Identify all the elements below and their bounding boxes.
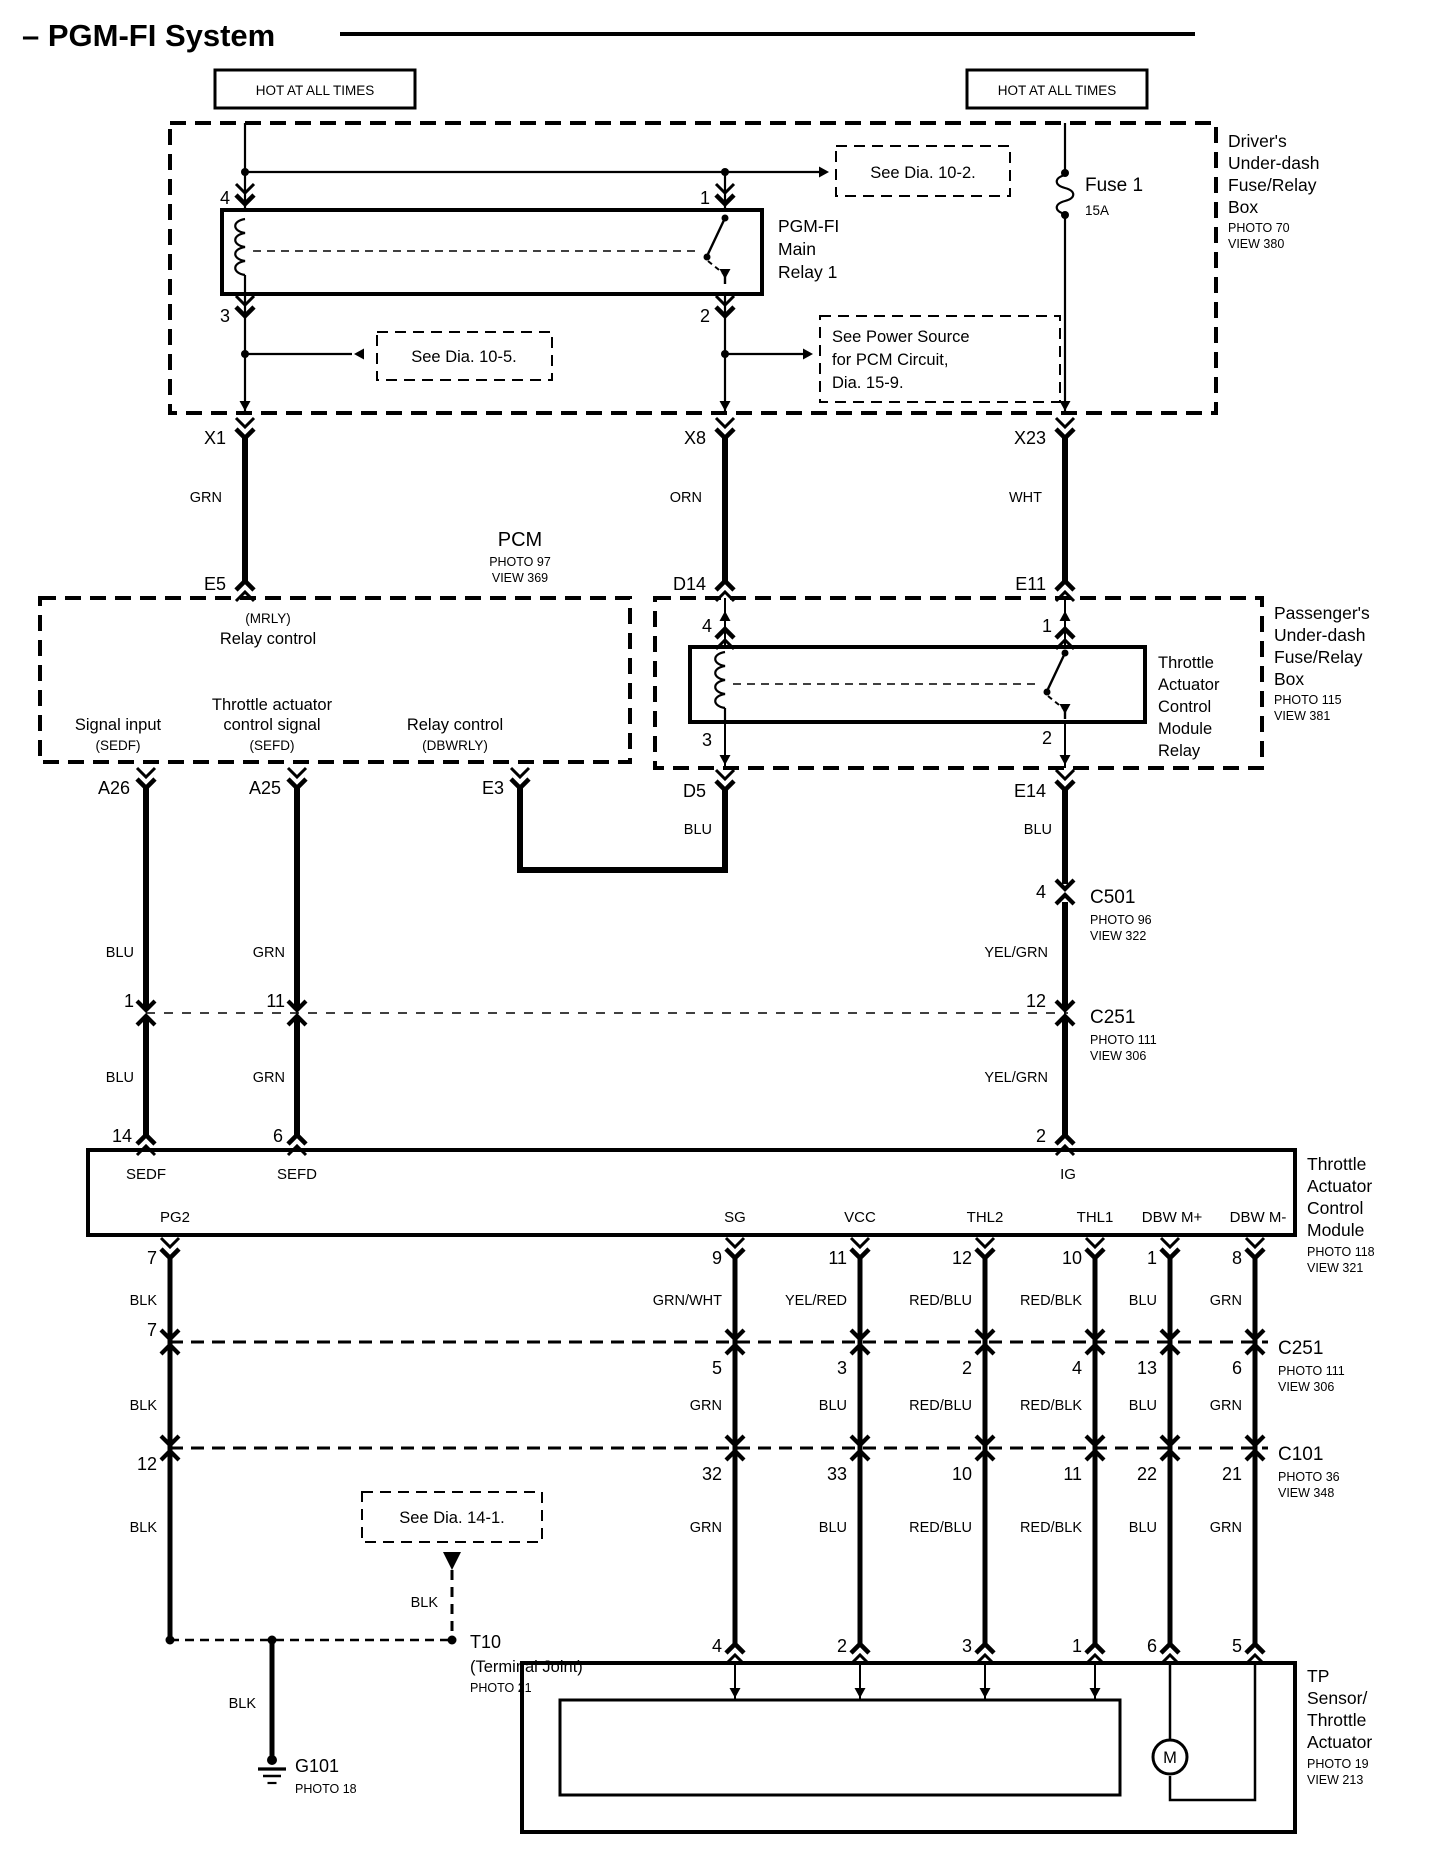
terminal-label-x1: X1 xyxy=(203,428,226,448)
tp-box-outline xyxy=(522,1663,1295,1832)
port-label-ig: IG xyxy=(1060,1166,1076,1183)
connector-icon xyxy=(511,768,529,788)
pin-label: 5 xyxy=(1231,1636,1242,1656)
arrow-down-icon xyxy=(730,1688,741,1698)
pin-label: 6 xyxy=(1231,1358,1242,1378)
t10-desc: (Terminal Joint) xyxy=(470,1658,583,1676)
connector-name-c251-upper: C251 xyxy=(1090,1007,1136,1028)
caption-line: Actuator xyxy=(1307,1176,1373,1196)
connector-photo: PHOTO 111 xyxy=(1090,1033,1157,1047)
pin-label-e3: E3 xyxy=(481,778,504,798)
caption-line: Throttle xyxy=(1307,1154,1367,1174)
pin-label-e14: E14 xyxy=(1013,781,1046,801)
pin-label-2: 2 xyxy=(1035,1126,1046,1146)
fuse-icon xyxy=(1057,175,1074,214)
pin-label-2: 2 xyxy=(699,306,710,326)
wire-color-blk: BLK xyxy=(410,1595,438,1611)
connector-icon xyxy=(1056,770,1074,790)
connector-icon xyxy=(1086,1238,1104,1258)
wire-color-blk: BLK xyxy=(228,1696,256,1712)
pcm-dbwrly-code: (DBWRLY) xyxy=(422,738,488,753)
ground-icon xyxy=(258,1755,286,1783)
drivers-fuse-relay-box xyxy=(170,123,1216,413)
wire-segment xyxy=(1170,1663,1255,1800)
wire-color: RED/BLU xyxy=(909,1293,972,1309)
terminal-label-x23: X23 xyxy=(1013,428,1046,448)
t10-photo: PHOTO 21 xyxy=(470,1681,532,1695)
tacm-outline xyxy=(88,1150,1295,1235)
connector-name-c101: C101 xyxy=(1278,1444,1324,1465)
wire-color-blu: BLU xyxy=(105,945,134,961)
pcm-dbwrly-label: Relay control xyxy=(406,716,504,734)
wire-color-grn: GRN xyxy=(189,490,222,506)
pin-label-2: 2 xyxy=(1041,728,1052,748)
pin-label-a25: A25 xyxy=(248,778,281,798)
pin-label-6: 6 xyxy=(272,1126,283,1146)
pin-label: 22 xyxy=(1136,1464,1157,1484)
wire-color: BLU xyxy=(1128,1398,1157,1414)
caption-view: VIEW 213 xyxy=(1307,1773,1364,1787)
caption-line: Under-dash xyxy=(1274,625,1366,645)
wire-color-blu-e14: BLU xyxy=(1023,822,1052,838)
pin-label: 4 xyxy=(711,1636,722,1656)
junction-dot xyxy=(448,1636,457,1645)
pin-label: 12 xyxy=(951,1248,972,1268)
caption-line: Throttle xyxy=(1307,1710,1367,1730)
connector-icon xyxy=(726,1238,744,1258)
caption-line: Fuse/Relay xyxy=(1274,647,1363,667)
passengers-box-caption xyxy=(1274,603,1370,723)
pcm-sefd-label1: Throttle actuator xyxy=(211,696,333,714)
connector-icon xyxy=(716,418,734,438)
pgm-fi-main-relay-outline xyxy=(222,210,762,294)
wire-color: GRN/WHT xyxy=(652,1293,722,1309)
pin-label-1: 1 xyxy=(1041,616,1052,636)
pin-label: 1 xyxy=(1146,1248,1157,1268)
pin-label-11: 11 xyxy=(266,991,285,1011)
caption-photo: PHOTO 19 xyxy=(1307,1757,1369,1771)
ref-label-dia-10-2: See Dia. 10-2. xyxy=(870,164,976,182)
relay-name-line: Control xyxy=(1158,698,1212,716)
arrow-down-icon xyxy=(240,401,251,411)
port-label-pg2: PG2 xyxy=(159,1209,191,1226)
pcm-photo: PHOTO 97 xyxy=(489,555,551,569)
wire-color: RED/BLK xyxy=(1019,1398,1082,1414)
caption-line: Driver's xyxy=(1228,131,1287,151)
pin-label: 8 xyxy=(1231,1248,1242,1268)
connector-icon xyxy=(1161,1238,1179,1258)
wire-color-yelgrn: YEL/GRN xyxy=(984,945,1048,961)
pin-label: 21 xyxy=(1221,1464,1242,1484)
fuse-rating: 15A xyxy=(1085,203,1110,218)
pin-label: 1 xyxy=(1071,1636,1082,1656)
wire-color: RED/BLU xyxy=(909,1520,972,1536)
pin-label-c501: 4 xyxy=(1035,882,1046,902)
hot-at-all-times-label-right: HOT AT ALL TIMES xyxy=(997,83,1117,98)
wire-color: RED/BLK xyxy=(1019,1520,1082,1536)
port-label-thl2: THL2 xyxy=(966,1209,1004,1226)
pin-label-e5: E5 xyxy=(203,574,226,594)
relay-switch-icon xyxy=(1044,650,1071,720)
connector-name-c501: C501 xyxy=(1090,887,1136,908)
pcm-name: PCM xyxy=(497,529,543,551)
port-label-dbw-m-minus: DBW M- xyxy=(1229,1209,1287,1226)
pin-label: 9 xyxy=(711,1248,722,1268)
hot-at-all-times-label-left: HOT AT ALL TIMES xyxy=(255,83,375,98)
pcm-block xyxy=(40,529,1046,798)
pcm-sedf-code: (SEDF) xyxy=(95,738,141,753)
pin-label-d14: D14 xyxy=(672,574,706,594)
connector-photo: PHOTO 36 xyxy=(1278,1470,1340,1484)
wire-color-grn: GRN xyxy=(252,1070,285,1086)
caption-view: VIEW 381 xyxy=(1274,709,1331,723)
pin-label-1: 1 xyxy=(699,188,710,208)
wire-color-yelgrn: YEL/GRN xyxy=(984,1070,1048,1086)
arrow-down-icon xyxy=(720,401,731,411)
wire-color: GRN xyxy=(1209,1293,1242,1309)
pin-label: 7 xyxy=(146,1320,157,1340)
wire-color: BLU xyxy=(1128,1293,1157,1309)
wire-color-grn: GRN xyxy=(252,945,285,961)
ref-label-power-line1: See Power Source xyxy=(832,328,970,346)
arrow-down-icon xyxy=(1060,755,1071,765)
terminal-label-x8: X8 xyxy=(683,428,706,448)
ref-label-dia-14-1: See Dia. 14-1. xyxy=(399,1509,505,1527)
junction-dot xyxy=(166,1636,175,1645)
middle-harness xyxy=(106,770,1157,1155)
g101-photo: PHOTO 18 xyxy=(295,1782,357,1796)
pin-label-12: 12 xyxy=(1025,991,1046,1011)
relay-name-line2: Main xyxy=(778,239,816,259)
connector-icon xyxy=(976,1238,994,1258)
pin-label-4: 4 xyxy=(701,616,712,636)
wire-color: GRN xyxy=(689,1520,722,1536)
caption-line: Under-dash xyxy=(1228,153,1320,173)
arrow-down-icon xyxy=(980,1688,991,1698)
caption-line: Actuator xyxy=(1307,1732,1373,1752)
port-label-sg: SG xyxy=(724,1209,746,1226)
connector-icon xyxy=(137,768,155,788)
pin-label: 13 xyxy=(1136,1358,1157,1378)
wire-color: GRN xyxy=(1209,1398,1242,1414)
port-label-thl1: THL1 xyxy=(1076,1209,1114,1226)
connector-icon xyxy=(1246,1238,1264,1258)
pin-label-1: 1 xyxy=(123,991,134,1011)
relay-name-line: Module xyxy=(1158,720,1213,738)
pin-label: 12 xyxy=(136,1454,157,1474)
wire-color: BLU xyxy=(818,1398,847,1414)
arrow-down-icon xyxy=(720,755,731,765)
ref-label-dia-10-5: See Dia. 10-5. xyxy=(411,348,517,366)
pcm-sefd-label2: control signal xyxy=(223,716,321,734)
port-label-vcc: VCC xyxy=(844,1209,876,1226)
pin-label: 5 xyxy=(711,1358,722,1378)
wire-color: BLU xyxy=(818,1520,847,1536)
relay-name-line3: Relay 1 xyxy=(778,262,838,282)
connector-view: VIEW 306 xyxy=(1278,1380,1335,1394)
connector-photo: PHOTO 111 xyxy=(1278,1364,1345,1378)
pin-label: 11 xyxy=(1063,1464,1082,1484)
arrow-down-icon xyxy=(443,1552,461,1570)
caption-view: VIEW 380 xyxy=(1228,237,1285,251)
drivers-box-caption xyxy=(1228,131,1319,251)
lower-harness xyxy=(130,1238,1345,1646)
pin-label-e11: E11 xyxy=(1015,574,1046,594)
page-title: – PGM-FI System xyxy=(22,18,276,53)
port-label-dbw-m-plus: DBW M+ xyxy=(1141,1209,1203,1226)
ref-label-power-line3: Dia. 15-9. xyxy=(832,374,904,392)
relay-name-line1: PGM-FI xyxy=(778,216,840,236)
caption-line: Sensor/ xyxy=(1307,1688,1368,1708)
pin-label: 10 xyxy=(951,1464,972,1484)
connector-icon xyxy=(716,770,734,790)
wire-color: BLK xyxy=(129,1293,157,1309)
pcm-mrly-code: (MRLY) xyxy=(245,611,291,626)
wire-color-wht: WHT xyxy=(1008,490,1042,506)
arrow-right-icon xyxy=(819,167,829,178)
caption-line: Control xyxy=(1307,1198,1364,1218)
ref-label-power-line2: for PCM Circuit, xyxy=(832,351,949,369)
arrow-down-icon xyxy=(1090,1688,1101,1698)
pin-label: 2 xyxy=(961,1358,972,1378)
caption-photo: PHOTO 70 xyxy=(1228,221,1290,235)
relay-name-line: Throttle xyxy=(1158,654,1214,672)
relay-coil-icon xyxy=(235,219,245,275)
tacm-caption xyxy=(1307,1154,1375,1275)
motor-letter: M xyxy=(1163,1749,1177,1767)
connector-icon xyxy=(288,768,306,788)
throttle-actuator-control-module xyxy=(88,1150,1295,1235)
pin-label: 32 xyxy=(701,1464,722,1484)
caption-photo: PHOTO 115 xyxy=(1274,693,1342,707)
port-label-sefd: SEFD xyxy=(276,1166,318,1183)
tp-caption xyxy=(1307,1666,1372,1787)
wire-color: BLK xyxy=(129,1398,157,1414)
g101-name: G101 xyxy=(295,1756,340,1776)
arrow-right-icon xyxy=(803,349,813,360)
wire-color: RED/BLK xyxy=(1019,1293,1082,1309)
wire-color: BLU xyxy=(1128,1520,1157,1536)
title-block xyxy=(22,18,1195,53)
connector-photo-c501: PHOTO 96 xyxy=(1090,913,1152,927)
pin-label: 7 xyxy=(146,1248,157,1268)
arrow-down-icon xyxy=(1060,401,1071,411)
wire-color-blu-d5: BLU xyxy=(683,822,712,838)
arrow-left-icon xyxy=(354,349,364,360)
pcm-mrly-label: Relay control xyxy=(219,630,317,648)
t10-name: T10 xyxy=(470,1632,502,1652)
relay-coil-icon xyxy=(715,652,725,708)
pcm-sefd-code: (SEFD) xyxy=(249,738,295,753)
port-label-sedf: SEDF xyxy=(125,1166,167,1183)
connector-icon xyxy=(236,418,254,438)
relay-switch-icon xyxy=(704,215,731,285)
pin-label: 4 xyxy=(1071,1358,1082,1378)
pcm-view: VIEW 369 xyxy=(491,571,549,585)
pin-label: 33 xyxy=(826,1464,847,1484)
connector-icon xyxy=(1056,418,1074,438)
pin-label: 2 xyxy=(836,1636,847,1656)
pin-label-4: 4 xyxy=(219,188,230,208)
pin-label: 11 xyxy=(828,1248,847,1268)
relay-name-line: Actuator xyxy=(1158,676,1220,694)
connector-name-c251: C251 xyxy=(1278,1338,1324,1359)
caption-line: Fuse/Relay xyxy=(1228,175,1317,195)
pin-label-3: 3 xyxy=(219,306,230,326)
pin-label: 10 xyxy=(1061,1248,1082,1268)
pin-label-3: 3 xyxy=(701,730,712,750)
caption-line: TP xyxy=(1307,1666,1330,1686)
wire-color: GRN xyxy=(689,1398,722,1414)
caption-line: Box xyxy=(1228,197,1259,217)
caption-line: Passenger's xyxy=(1274,603,1370,623)
caption-line: Module xyxy=(1307,1220,1365,1240)
fuse-label: Fuse 1 xyxy=(1085,175,1144,196)
connector-view: VIEW 348 xyxy=(1278,1486,1335,1500)
junction-dot xyxy=(241,168,249,176)
tp-sensor-throttle-actuator xyxy=(522,1636,1295,1832)
arrow-up-icon xyxy=(720,611,731,621)
pin-label: 3 xyxy=(836,1358,847,1378)
wire-color: YEL/RED xyxy=(784,1293,847,1309)
connector-view: VIEW 306 xyxy=(1090,1049,1147,1063)
wire-color: BLK xyxy=(129,1520,157,1536)
wire-color: GRN xyxy=(1209,1520,1242,1536)
tp-sensor-inner-box xyxy=(560,1700,1120,1795)
pin-label: 3 xyxy=(961,1636,972,1656)
pin-label-d5: D5 xyxy=(682,781,706,801)
caption-line: Box xyxy=(1274,669,1305,689)
pcm-sedf-label: Signal input xyxy=(74,716,162,734)
arrow-up-icon xyxy=(1060,611,1071,621)
wire-color: RED/BLU xyxy=(909,1398,972,1414)
pin-label-14: 14 xyxy=(111,1126,132,1146)
pin-label: 6 xyxy=(1146,1636,1157,1656)
relay-name-line: Relay xyxy=(1158,742,1201,760)
arrow-down-icon xyxy=(855,1688,866,1698)
caption-photo: PHOTO 118 xyxy=(1307,1245,1375,1259)
passengers-fuse-relay-box xyxy=(655,598,1262,768)
x-terminals xyxy=(190,418,1074,601)
connector-view-c501: VIEW 322 xyxy=(1090,929,1147,943)
pin-label-a26: A26 xyxy=(97,778,130,798)
wire-color-blu: BLU xyxy=(105,1070,134,1086)
connector-icon xyxy=(161,1238,179,1258)
caption-view: VIEW 321 xyxy=(1307,1261,1364,1275)
connector-icon xyxy=(851,1238,869,1258)
wire-color-orn: ORN xyxy=(669,490,702,506)
